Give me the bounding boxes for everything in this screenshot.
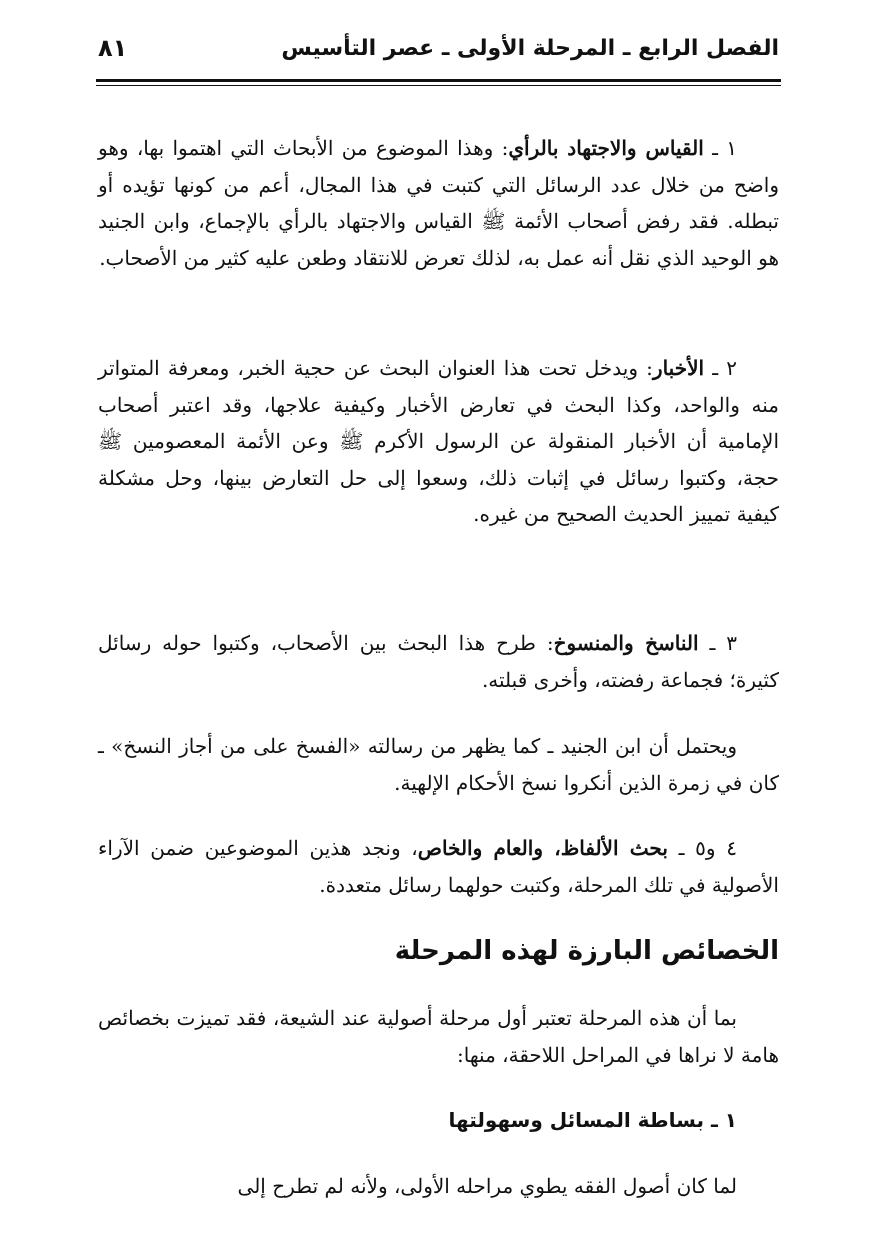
paragraph-body: ، ونجد هذين الموضوعين ضمن الآراء الأصولية في تلك المرحلة، وكتبت حولهما رسائل متعددة. xyxy=(98,836,779,897)
paragraph-body: لما كان أصول الفقه يطوي مراحله الأولى، ولأنه لم تطرح إلى xyxy=(237,1174,737,1198)
section-heading: الخصائص البارزة لهذه المرحلة xyxy=(394,936,779,966)
running-head-title: الفصل الرابع ـ المرحلة الأولى ـ عصر التأسيس xyxy=(281,36,779,61)
page-number: ٨١ xyxy=(98,34,128,62)
paragraph-final-line xyxy=(98,1168,779,1205)
item-heading: القياس والاجتهاد بالرأي xyxy=(508,136,704,160)
paragraph-intro xyxy=(98,1000,779,1073)
paragraph-akhbar xyxy=(98,350,779,533)
item-number: ٣ ـ xyxy=(698,631,737,655)
paragraph-ibn-junayd xyxy=(98,728,779,801)
item-heading: الأخبار xyxy=(652,356,705,380)
item-number: ٤ و٥ ـ xyxy=(667,836,737,860)
item-heading: الناسخ والمنسوخ xyxy=(553,631,699,655)
paragraph-body: بما أن هذه المرحلة تعتبر أول مرحلة أصولية عند الشيعة، فقد تميزت بخصائص هامة لا نراها في المراحل اللاحقة، منها: xyxy=(98,1006,779,1067)
header-rule-thick xyxy=(96,79,781,82)
paragraph-qiyas xyxy=(98,130,779,276)
paragraph-body: : طرح هذا البحث بين الأصحاب، وكتبوا حوله رسائل كثيرة؛ فجماعة رفضته، وأخرى قبلته. xyxy=(98,631,779,692)
paragraph-alfaz xyxy=(98,830,779,903)
item-number: ١ ـ xyxy=(703,136,738,160)
running-head xyxy=(98,32,779,76)
item-heading: بحث الألفاظ، والعام والخاص xyxy=(417,836,668,860)
header-rule-thin xyxy=(96,85,781,86)
sub-heading: ١ ـ بساطة المسائل وسهولتها xyxy=(448,1108,737,1132)
item-number: ٢ ـ xyxy=(704,356,738,380)
paragraph-body: ويحتمل أن ابن الجنيد ـ كما يظهر من رسالته «الفسخ على من أجاز النسخ» ـ كان في زمرة الذين أنكروا نسخ الأحكام الإلهية. xyxy=(98,734,779,795)
paragraph-body: : ويدخل تحت هذا العنوان البحث عن حجية الخبر، ومعرفة المتواتر منه والواحد، وكذا البحث في تعارض الأخبار وكيفية علاجها، وقد اعتبر أصحاب الإمامية أن الأخبار المنقولة عن الرسول الأكرم ﷺ وعن الأئمة المعصومين ﷺ حجة، وكتبوا رسائل في إثبات ذلك، وسعوا إلى حل التعارض بينها، وحل مشكلة كيفية تمييز الحديث الصحيح من غيره. xyxy=(98,356,779,526)
paragraph-body: : وهذا الموضوع من الأبحاث التي اهتموا بها، وهو واضح من خلال عدد الرسائل التي كتبت في هذا المجال، أعم من كونها تؤيده أو تبطله. فقد رفض أصحاب الأئمة ﷺ القياس والاجتهاد بالرأي بالإجماع، وابن الجنيد هو الوحيد الذي نقل أنه عمل به، لذلك تعرض للانتقاد وطعن عليه كثير من الأصحاب. xyxy=(98,136,779,270)
paragraph-naskh xyxy=(98,625,779,698)
